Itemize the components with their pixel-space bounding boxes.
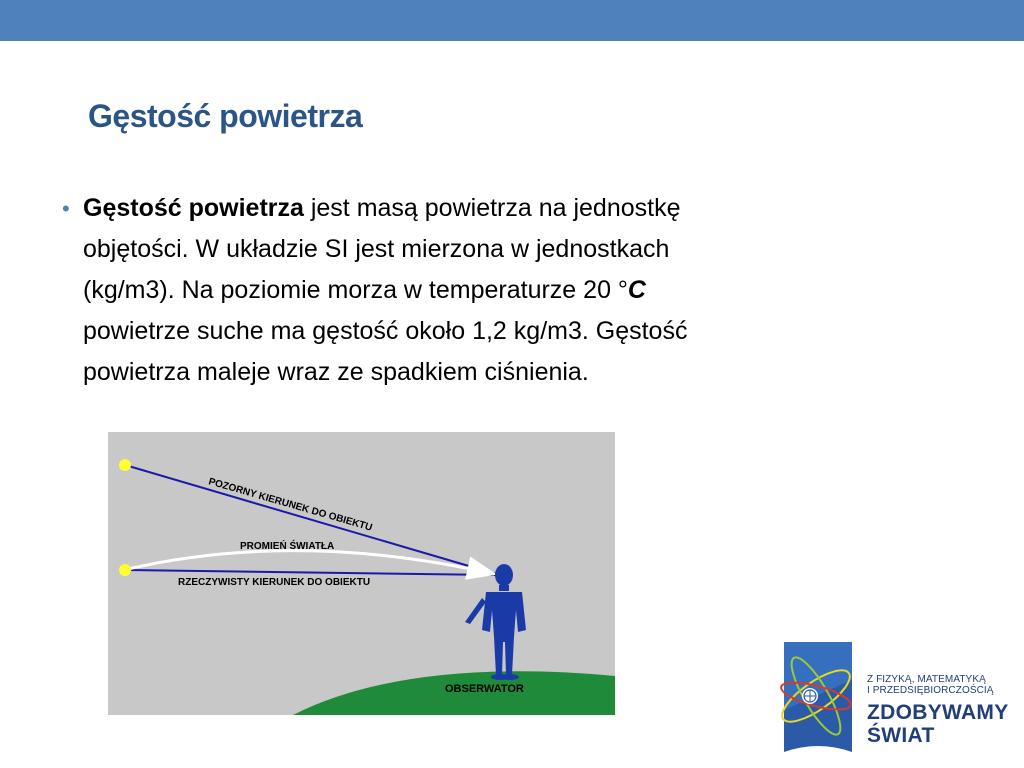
project-logo	[772, 620, 1024, 760]
logo-line-4: ŚWIAT	[867, 724, 935, 747]
bullet-line-3	[83, 270, 922, 311]
logo-line-3: ZDOBYWAMY	[867, 701, 1009, 724]
bullet-line-5: powietrza maleje wraz ze spadkiem ciśnienia.	[83, 358, 589, 386]
bullet-line-4: powietrze suche ma gęstość około 1,2 kg/m3. Gęstość	[83, 317, 688, 345]
logo-line-2: I PRZEDSIĘBIORCZOŚCIĄ	[867, 685, 994, 696]
logo-emblem-icon	[772, 620, 872, 760]
observer-figure	[465, 564, 526, 680]
label-observer: OBSERWATOR	[445, 683, 524, 695]
line1-rest: jest masą powietrza na jednostkę	[303, 194, 681, 222]
celsius-unit: C	[627, 276, 646, 304]
bullet-line-1	[83, 188, 922, 229]
real-direction-line	[125, 570, 496, 575]
refraction-figure	[108, 432, 615, 715]
label-apparent-direction: POZORNY KIERUNEK DO OBIEKTU	[207, 476, 374, 534]
line3-start: (kg/m3). Na poziomie morza w temperaturze 20 °	[83, 276, 628, 304]
slide-title: Gęstość powietrza	[88, 98, 363, 134]
bullet-text	[83, 188, 922, 393]
refraction-diagram	[108, 432, 615, 715]
bullet-paragraph	[62, 188, 922, 393]
bullet-marker: •	[62, 196, 70, 221]
apparent-star-icon	[119, 459, 131, 471]
logo-line-1: Z FIZYKĄ, MATEMATYKĄ	[867, 674, 986, 685]
label-real-direction: RZECZYWISTY KIERUNEK DO OBIEKTU	[178, 577, 371, 588]
label-light-ray: PROMIEŃ ŚWIATŁA	[240, 541, 335, 552]
bullet-line-2: objętości. W układzie SI jest mierzona w jednostkach	[83, 235, 670, 263]
top-accent-bar	[0, 0, 1024, 41]
bold-term: Gęstość powietrza	[83, 194, 304, 222]
real-star-icon	[119, 564, 131, 576]
